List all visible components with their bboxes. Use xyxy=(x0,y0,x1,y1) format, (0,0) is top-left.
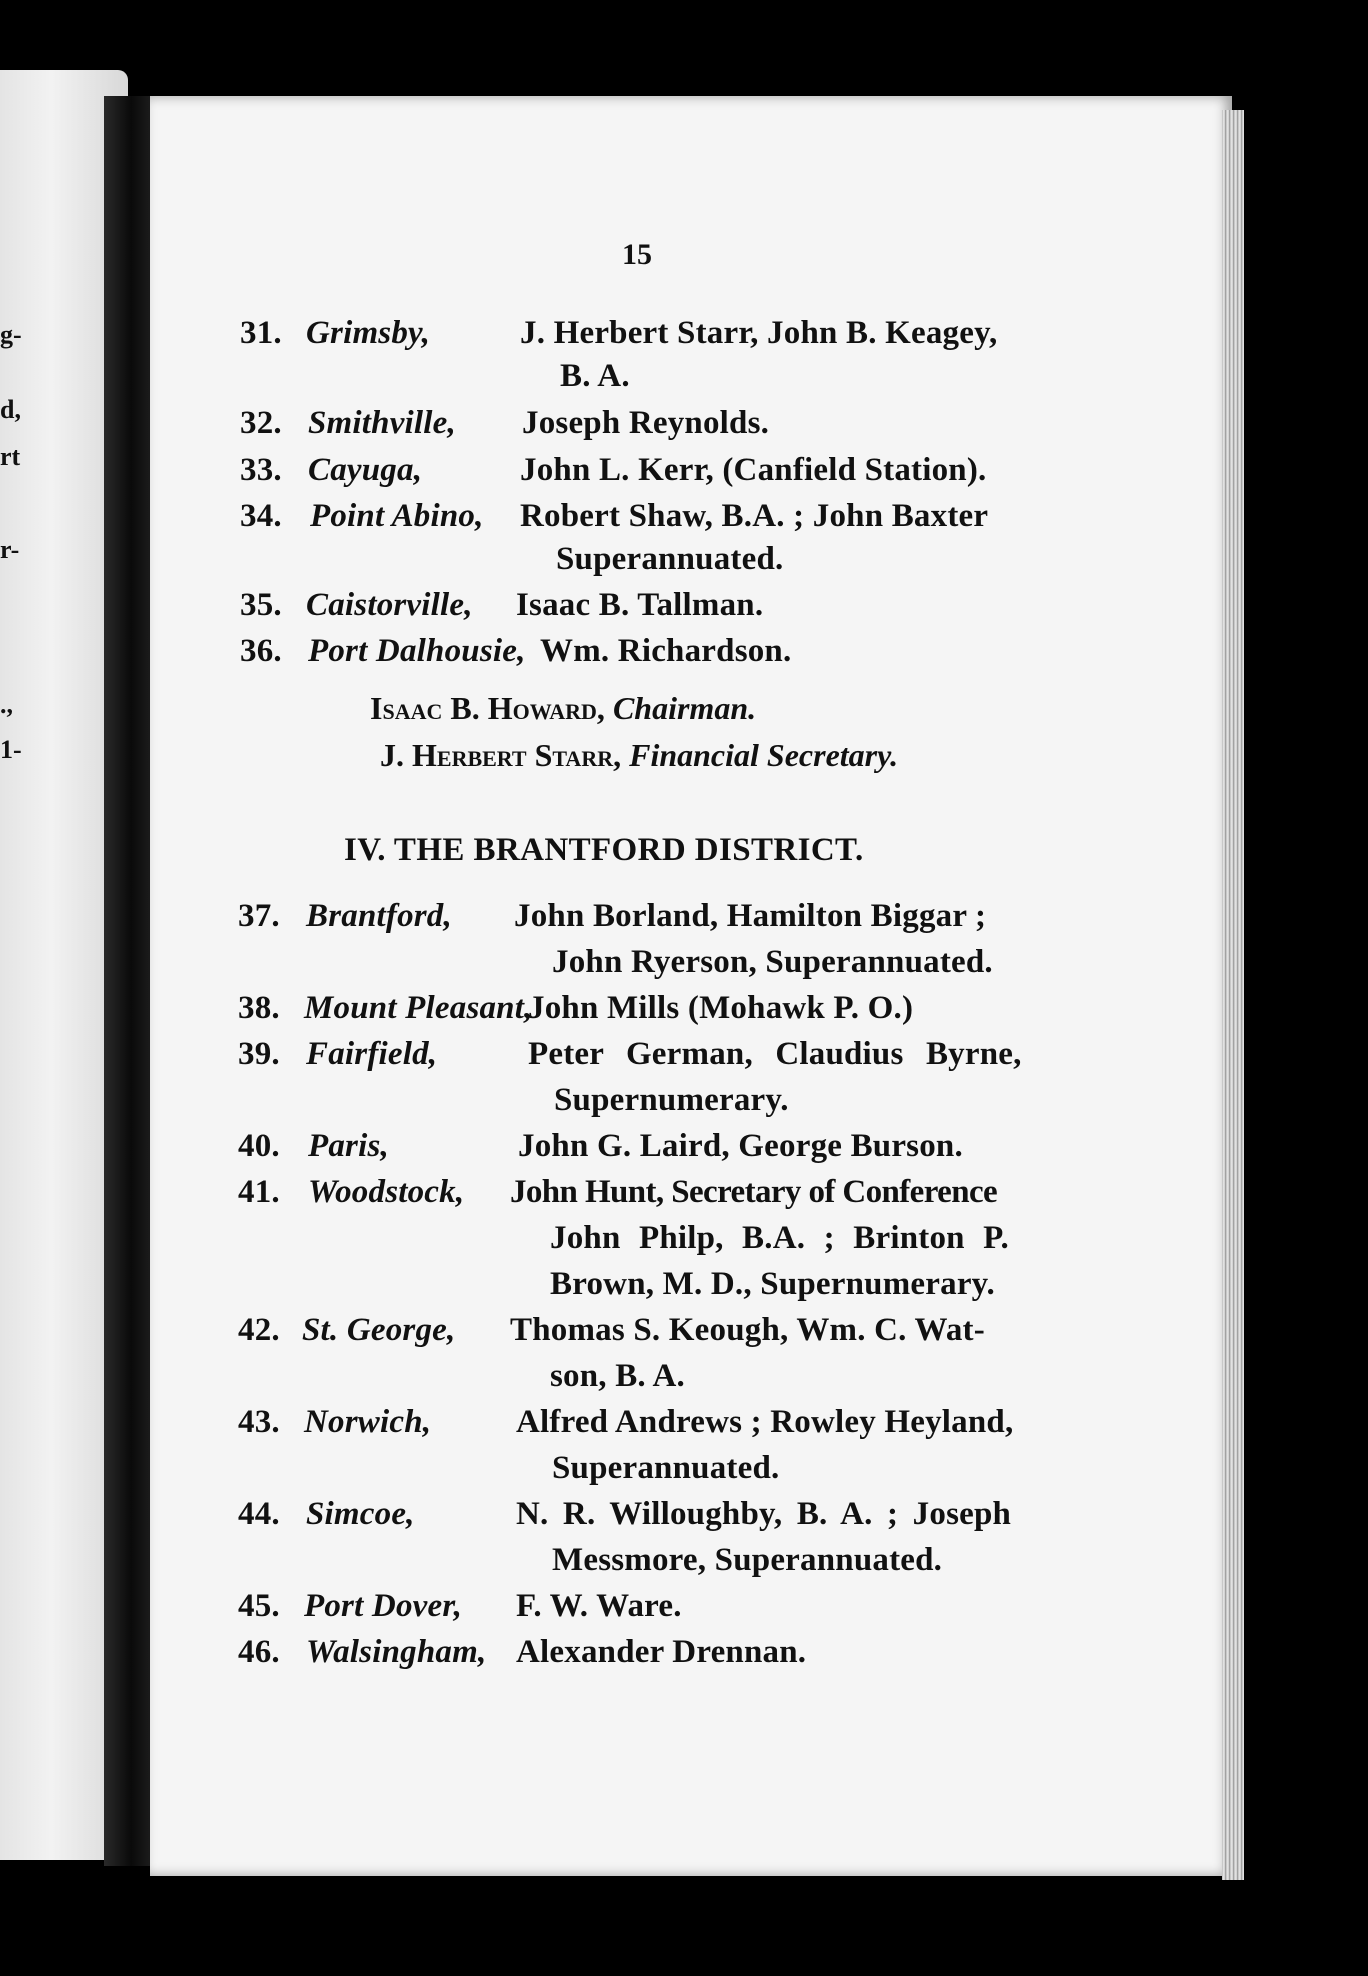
minister-names-continued: B. A. xyxy=(560,358,630,394)
minister-names: Thomas S. Keough, Wm. C. Wat- xyxy=(510,1312,985,1348)
circuit-name: Caistorville, xyxy=(306,587,473,623)
facing-page-text: g- xyxy=(0,320,22,349)
page-number: 15 xyxy=(622,238,652,271)
entry-number: 43. xyxy=(238,1404,280,1440)
minister-names: John L. Kerr, (Canfield Station). xyxy=(520,452,987,488)
minister-names: Joseph Reynolds. xyxy=(522,405,770,441)
entry-number: 31. xyxy=(240,315,282,351)
entry-number: 37. xyxy=(238,898,280,934)
minister-names-continued: Superannuated. xyxy=(552,1450,780,1486)
minister-names: Alfred Andrews ; Rowley Heyland, xyxy=(516,1404,1014,1440)
minister-names-continued: Messmore, Superannuated. xyxy=(552,1542,943,1578)
entry-number: 33. xyxy=(240,452,282,488)
circuit-name: St. George, xyxy=(302,1312,456,1348)
secretary-name: J. Herbert Starr, xyxy=(380,737,622,773)
entry-number: 46. xyxy=(238,1634,280,1670)
minister-names: John Borland, Hamilton Biggar ; xyxy=(514,898,987,934)
circuit-name: Woodstock, xyxy=(308,1174,465,1210)
entry-number: 36. xyxy=(240,633,282,669)
district-heading: IV. THE BRANTFORD DISTRICT. xyxy=(344,832,864,868)
minister-names: Alexander Drennan. xyxy=(516,1634,807,1670)
minister-names: Isaac B. Tallman. xyxy=(516,587,764,623)
chairman-name: Isaac B. Howard, xyxy=(370,690,605,726)
circuit-name: Point Abino, xyxy=(310,498,484,534)
minister-names-continued: John Ryerson, Superannuated. xyxy=(552,944,993,980)
secretary-title: Financial Secretary. xyxy=(629,737,899,773)
circuit-name: Walsingham, xyxy=(306,1634,487,1670)
entry-number: 34. xyxy=(240,498,282,534)
circuit-name: Port Dalhousie, xyxy=(308,633,526,669)
entry-number: 32. xyxy=(240,405,282,441)
chairman-title: Chairman. xyxy=(612,690,757,726)
circuit-name: Paris, xyxy=(308,1128,389,1164)
facing-page-text: ., xyxy=(0,690,13,719)
entry-number: 39. xyxy=(238,1036,280,1072)
minister-names: Peter German, Claudius Byrne, xyxy=(528,1036,1022,1072)
minister-names: F. W. Ware. xyxy=(516,1588,682,1624)
circuit-name: Norwich, xyxy=(304,1404,432,1440)
minister-names-continued: Superannuated. xyxy=(556,541,784,577)
minister-names: John Hunt, Secretary of Conference xyxy=(510,1174,998,1210)
minister-names: John G. Laird, George Burson. xyxy=(518,1128,963,1164)
circuit-name: Brantford, xyxy=(306,898,452,934)
circuit-name: Mount Pleasant, xyxy=(304,990,533,1026)
entry-number: 42. xyxy=(238,1312,280,1348)
circuit-name: Port Dover, xyxy=(304,1588,463,1624)
entry-number: 45. xyxy=(238,1588,280,1624)
circuit-name: Simcoe, xyxy=(306,1496,415,1532)
minister-names-continued: Brown, M. D., Supernumerary. xyxy=(550,1266,995,1302)
minister-names-continued: son, B. A. xyxy=(550,1358,685,1394)
facing-page-text: rt xyxy=(0,442,21,471)
entry-number: 35. xyxy=(240,587,282,623)
minister-names: J. Herbert Starr, John B. Keagey, xyxy=(520,315,998,351)
circuit-name: Smithville, xyxy=(308,405,456,441)
facing-page-text: r- xyxy=(0,535,20,564)
entry-number: 40. xyxy=(238,1128,280,1164)
minister-names: Robert Shaw, B.A. ; John Baxter xyxy=(520,498,989,534)
chairman-line xyxy=(370,690,756,727)
facing-page-text: 1- xyxy=(0,735,22,764)
minister-names-continued: Supernumerary. xyxy=(554,1082,789,1118)
circuit-name: Grimsby, xyxy=(306,315,431,351)
circuit-name: Cayuga, xyxy=(308,452,423,488)
entry-number: 38. xyxy=(238,990,280,1026)
minister-names: John Mills (Mohawk P. O.) xyxy=(528,990,914,1026)
entry-number: 41. xyxy=(238,1174,280,1210)
minister-names: Wm. Richardson. xyxy=(540,633,792,669)
secretary-line xyxy=(380,737,898,774)
circuit-name: Fairfield, xyxy=(306,1036,438,1072)
minister-names: N. R. Willoughby, B. A. ; Joseph xyxy=(516,1496,1012,1532)
facing-page-text: d, xyxy=(0,395,21,424)
entry-number: 44. xyxy=(238,1496,280,1532)
minister-names-continued: John Philp, B.A. ; Brinton P. xyxy=(550,1220,1009,1256)
